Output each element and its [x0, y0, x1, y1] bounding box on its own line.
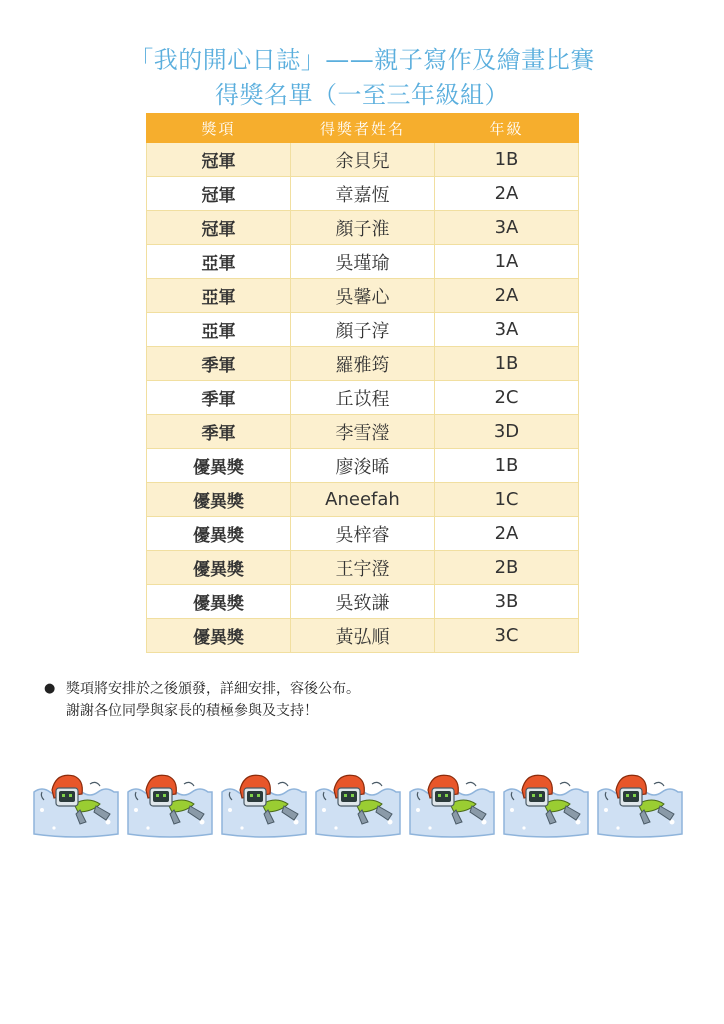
swimming-robot-icon — [500, 770, 592, 842]
name-cell: Aneefah — [291, 483, 435, 517]
award-cell: 季軍 — [147, 347, 291, 381]
award-cell: 優異獎 — [147, 449, 291, 483]
name-cell: 羅雅筠 — [291, 347, 435, 381]
award-cell: 優異獎 — [147, 551, 291, 585]
grade-cell: 3C — [435, 619, 579, 653]
grade-cell: 1A — [435, 245, 579, 279]
table-row — [147, 211, 579, 245]
award-cell: 優異獎 — [147, 585, 291, 619]
name-cell: 章嘉恆 — [291, 177, 435, 211]
award-cell: 亞軍 — [147, 279, 291, 313]
column-header-name: 得獎者姓名 — [291, 114, 435, 143]
table-row — [147, 313, 579, 347]
swimming-robot-icon — [594, 770, 686, 842]
award-cell: 季軍 — [147, 381, 291, 415]
swimming-robot-icon — [406, 770, 498, 842]
swimming-robot-icon — [124, 770, 216, 842]
grade-cell: 2A — [435, 279, 579, 313]
table-row — [147, 415, 579, 449]
grade-cell: 2B — [435, 551, 579, 585]
grade-cell: 3A — [435, 211, 579, 245]
table-row — [147, 551, 579, 585]
name-cell: 黃弘順 — [291, 619, 435, 653]
grade-cell: 1B — [435, 347, 579, 381]
swimming-robot-icon — [218, 770, 310, 842]
name-cell: 王宇澄 — [291, 551, 435, 585]
table-row — [147, 347, 579, 381]
name-cell: 吳梓睿 — [291, 517, 435, 551]
table-row — [147, 381, 579, 415]
name-cell: 李雪瀅 — [291, 415, 435, 449]
winners-table — [146, 113, 579, 653]
award-cell: 冠軍 — [147, 143, 291, 177]
name-cell: 吳瑾瑜 — [291, 245, 435, 279]
page-subtitle: 得獎名單（一至三年級組） — [215, 81, 509, 109]
grade-cell: 3D — [435, 415, 579, 449]
name-cell: 廖浚晞 — [291, 449, 435, 483]
thanks-note: 謝謝各位同學與家長的積極參與及支持！ — [66, 703, 318, 719]
table-row — [147, 483, 579, 517]
table-row — [147, 585, 579, 619]
table-row — [147, 449, 579, 483]
table-row — [147, 177, 579, 211]
grade-cell: 1C — [435, 483, 579, 517]
swimming-robot-icon — [312, 770, 404, 842]
award-cell: 優異獎 — [147, 619, 291, 653]
table-row — [147, 619, 579, 653]
table-row — [147, 279, 579, 313]
table-row — [147, 143, 579, 177]
table-row — [147, 517, 579, 551]
swimming-robot-strip — [30, 770, 690, 842]
name-cell: 吳馨心 — [291, 279, 435, 313]
award-cell: 冠軍 — [147, 177, 291, 211]
column-header-award: 獎項 — [147, 114, 291, 143]
award-arrangement-note: 獎項將安排於之後頒發，詳細安排，容後公布。 — [66, 681, 360, 697]
name-cell: 顏子淳 — [291, 313, 435, 347]
award-cell: 亞軍 — [147, 245, 291, 279]
grade-cell: 2A — [435, 517, 579, 551]
grade-cell: 1B — [435, 449, 579, 483]
grade-cell: 3B — [435, 585, 579, 619]
award-cell: 冠軍 — [147, 211, 291, 245]
grade-cell: 2A — [435, 177, 579, 211]
name-cell: 吳致謙 — [291, 585, 435, 619]
name-cell: 余貝兒 — [291, 143, 435, 177]
award-cell: 季軍 — [147, 415, 291, 449]
name-cell: 丘苡程 — [291, 381, 435, 415]
award-cell: 優異獎 — [147, 483, 291, 517]
grade-cell: 2C — [435, 381, 579, 415]
name-cell: 顏子淮 — [291, 211, 435, 245]
notes — [44, 678, 360, 722]
page-title: 「我的開心日誌」——親子寫作及繪畫比賽 — [129, 46, 595, 74]
table-row — [147, 245, 579, 279]
award-cell: 亞軍 — [147, 313, 291, 347]
swimming-robot-icon — [30, 770, 122, 842]
bullet-icon: ● — [44, 681, 56, 696]
grade-cell: 1B — [435, 143, 579, 177]
award-cell: 優異獎 — [147, 517, 291, 551]
grade-cell: 3A — [435, 313, 579, 347]
column-header-grade: 年級 — [435, 114, 579, 143]
table-header-row — [147, 114, 579, 143]
